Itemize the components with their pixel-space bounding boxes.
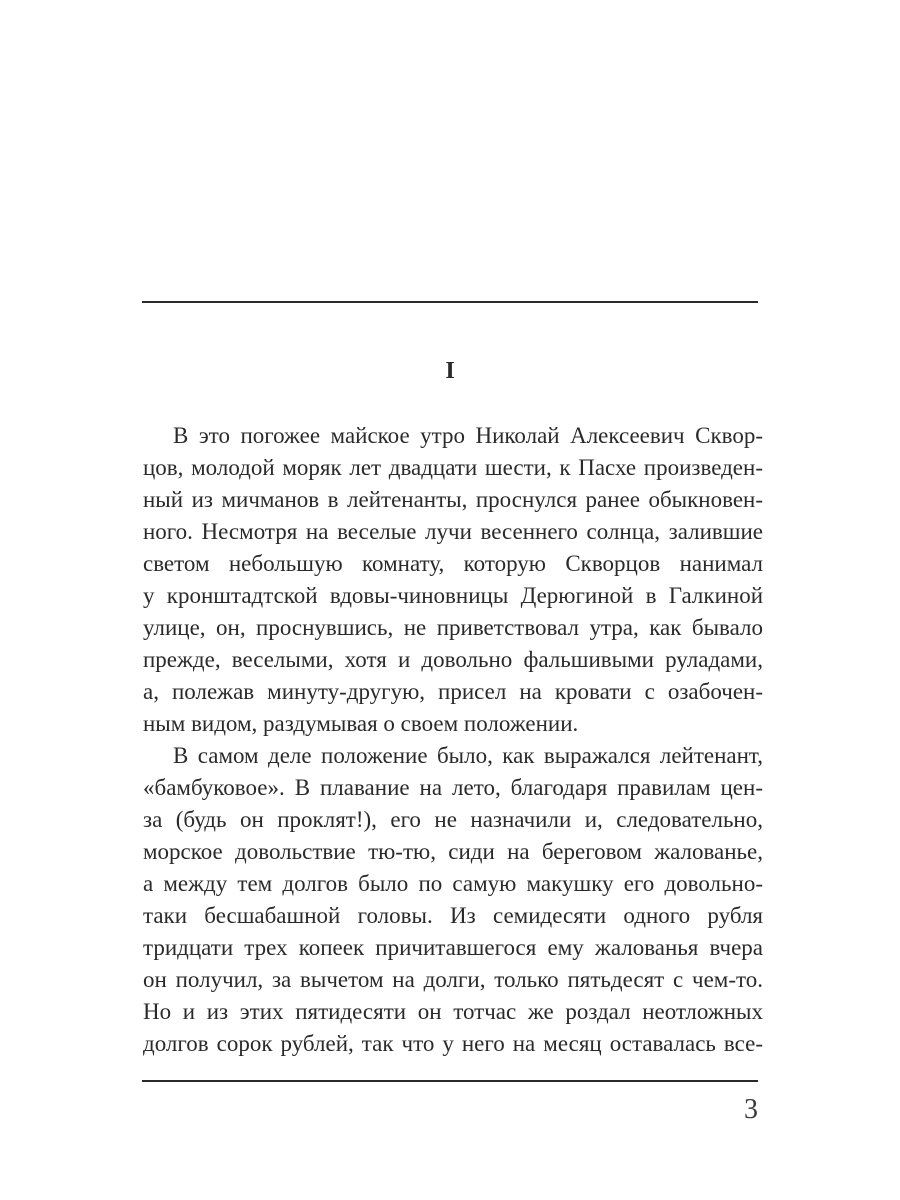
paragraph-1 — [143, 420, 763, 740]
text-line: ный из мичманов в лейтенанты, проснулся ранее обыкновен- — [143, 487, 763, 512]
text-line: ного. Несмотря на веселые лучи весеннего солнца, залившие — [143, 519, 763, 544]
bottom-rule — [142, 1080, 758, 1082]
text-line: а между тем долгов было по самую макушку его довольно- — [143, 871, 763, 896]
paragraph-2 — [143, 740, 763, 1060]
text-line: тридцати трех копеек причитавшегося ему жалованья вчера — [143, 935, 763, 960]
text-line: ным видом, раздумывая о своем положении. — [143, 711, 579, 736]
text-line: В это погожее майское утро Николай Алексеевич Сквор- — [173, 423, 763, 448]
text-line: а, полежав минуту-другую, присел на кровати с озабочен- — [143, 679, 763, 704]
text-line: у кронштадтской вдовы-чиновницы Дерюгиной в Галкиной — [143, 583, 763, 608]
top-rule — [142, 301, 758, 303]
text-line: за (будь он проклят!), его не назначили и, следовательно, — [143, 807, 763, 832]
text-line: Но и из этих пятидесяти он тотчас же роздал неотложных — [143, 999, 763, 1024]
text-line: он получил, за вычетом на долги, только пятьдесят с чем-то. — [143, 967, 763, 992]
page-number: 3 — [744, 1094, 758, 1125]
text-line: улице, он, проснувшись, не приветствовал утра, как бывало — [143, 615, 763, 640]
chapter-number: I — [445, 358, 455, 384]
text-line: прежде, веселыми, хотя и довольно фальшивыми руладами, — [143, 647, 763, 672]
text-line: цов, молодой моряк лет двадцати шести, к Пасхе произведен- — [143, 455, 763, 480]
text-line: долгов сорок рублей, так что у него на месяц оставалась все- — [143, 1031, 763, 1056]
body-text — [143, 420, 763, 1060]
text-line: светом небольшую комнату, которую Скворцов нанимал — [143, 551, 763, 576]
text-line: «бамбуковое». В плавание на лето, благодаря правилам цен- — [143, 775, 763, 800]
text-line: В самом деле положение было, как выражался лейтенант, — [173, 743, 763, 768]
text-line: таки бесшабашной головы. Из семидесяти одного рубля — [143, 903, 763, 928]
text-line: морское довольствие тю-тю, сиди на береговом жалованье, — [143, 839, 763, 864]
